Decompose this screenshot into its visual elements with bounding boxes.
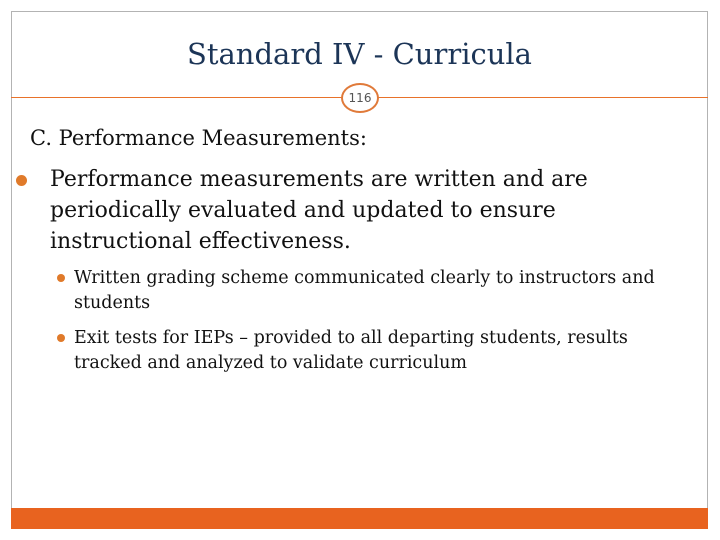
bullet-dot-icon: [16, 175, 27, 186]
sub-bullet-dot-icon: [57, 274, 65, 282]
bullet-text: Performance measurements are written and are periodically evaluated and updated to ensure instructional effectiveness.: [50, 167, 588, 254]
sub-bullet-text: Exit tests for IEPs – provided to all departing students, results tracked and analyzed to validate curriculum: [74, 328, 628, 373]
footer-accent-bar: [11, 508, 708, 529]
page-number-badge: 116: [341, 83, 379, 113]
sub-bullet-dot-icon: [57, 334, 65, 342]
section-heading: C. Performance Measurements:: [30, 126, 367, 150]
sub-bullet-text: Written grading scheme communicated clearly to instructors and students: [74, 268, 655, 313]
slide-title: Standard IV - Curricula: [187, 37, 532, 71]
